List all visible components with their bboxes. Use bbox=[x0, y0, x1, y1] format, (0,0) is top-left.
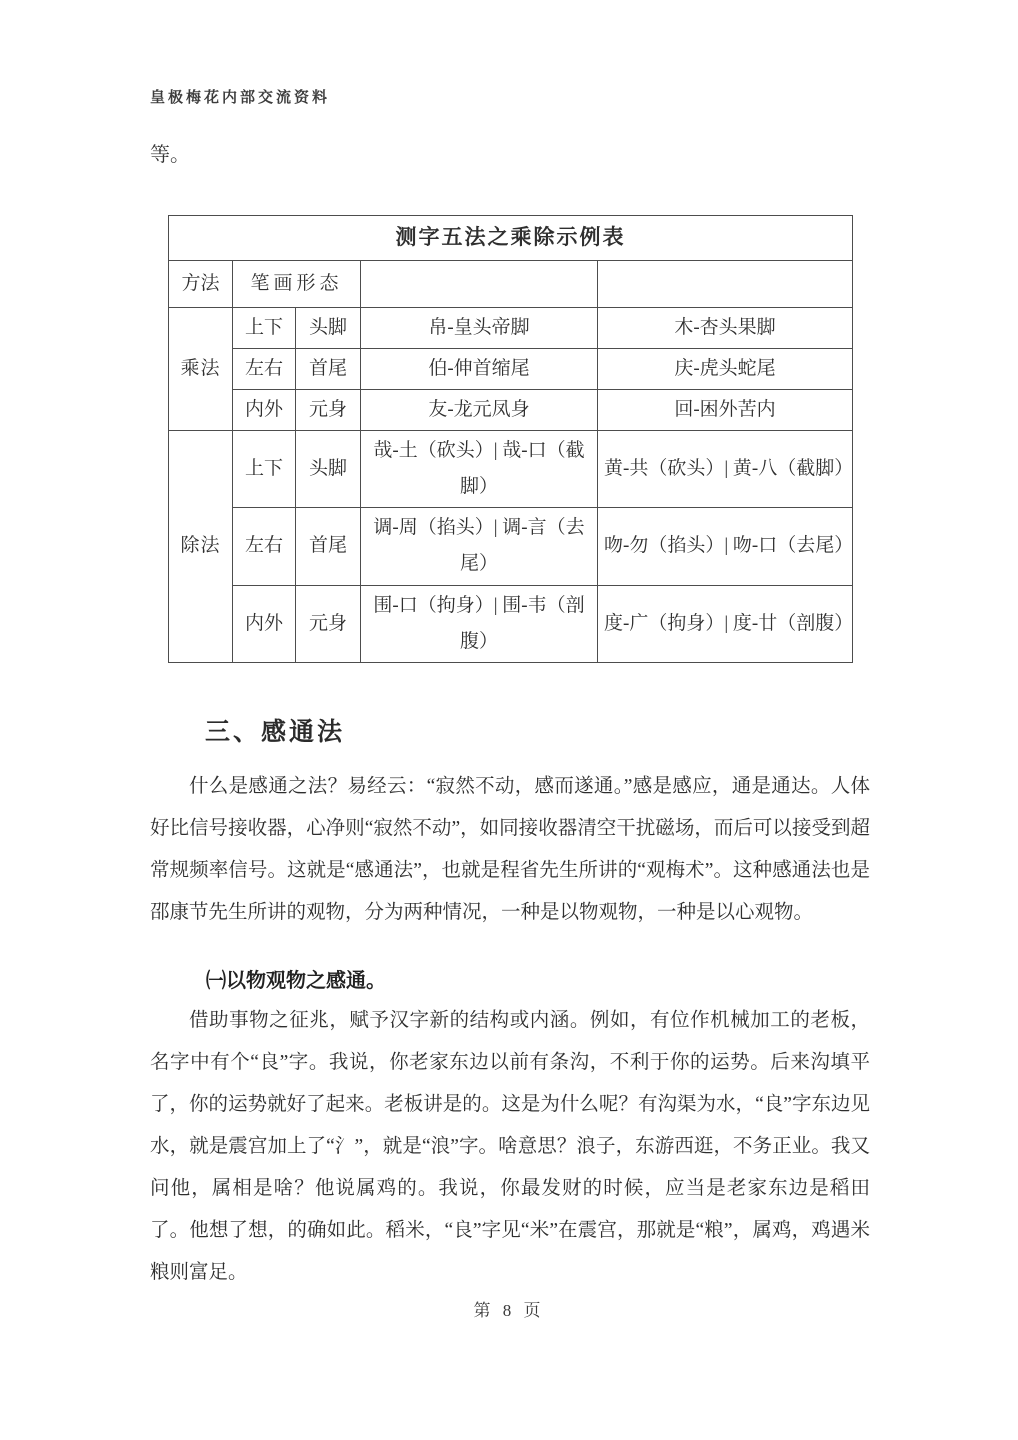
example-cell: 黄-共（砍头）| 黄-八（截脚） bbox=[598, 431, 853, 508]
form-cell: 头脚 bbox=[296, 307, 361, 348]
example-cell: 伯-伸首缩尾 bbox=[361, 348, 598, 389]
position-cell: 上下 bbox=[233, 307, 296, 348]
body-paragraph: 借助事物之征兆，赋予汉字新的结构或内涵。例如，有位作机械加工的老板，名字中有个“良”字。我说，你老家东边以前有条沟，不利于你的运势。后来沟填平了，你的运势就好了起来。老板讲是的。这是为什么呢？有沟渠为水，“良”字东边见水，就是震宫加上了“氵”，就是“浪”字。啥意思？浪子，东游西逛，不务正业。我又问他，属相是啥？他说属鸡的。我说，你最发财的时候，应当是老家东边是稻田了。他想了想，的确如此。稻米，“良”字见“米”在震宫，那就是“粮”，属鸡，鸡遇米粮则富足。 bbox=[150, 1010, 870, 1283]
stroke-form-header-cell: 笔画形态 bbox=[233, 260, 361, 307]
example-cell: 围-口（拘身）| 围-韦（剖腹） bbox=[361, 585, 598, 662]
empty-header-cell bbox=[361, 260, 598, 307]
table-row bbox=[169, 348, 853, 389]
table-row bbox=[169, 431, 853, 508]
example-table bbox=[168, 215, 853, 663]
sub-heading: ㈠以物观物之感通。 bbox=[206, 970, 386, 992]
example-cell: 调-周（掐头）| 调-言（去尾） bbox=[361, 508, 598, 585]
example-cell: 木-杏头果脚 bbox=[598, 307, 853, 348]
table-header-row bbox=[169, 260, 853, 307]
form-cell: 元身 bbox=[296, 390, 361, 431]
method-cell: 乘法 bbox=[169, 307, 233, 430]
example-cell: 度-广（拘身）| 度-廿（剖腹） bbox=[598, 585, 853, 662]
method-cell: 除法 bbox=[169, 431, 233, 663]
body-paragraph: 什么是感通之法？易经云：“寂然不动，感而遂通。”感是感应，通是通达。人体好比信号接收器，心净则“寂然不动”，如同接收器清空干扰磁场，而后可以接受到超常规频率信号。这就是“感通法”，也就是程省先生所讲的“观梅术”。这种感通法也是邵康节先生所讲的观物，分为两种情况，一种是以物观物，一种是以心观物。 bbox=[150, 776, 870, 923]
position-cell: 内外 bbox=[233, 585, 296, 662]
form-cell: 首尾 bbox=[296, 348, 361, 389]
example-cell: 友-龙元凤身 bbox=[361, 390, 598, 431]
table-row bbox=[169, 508, 853, 585]
table-title-row bbox=[169, 216, 853, 261]
page-number: 第 8 页 bbox=[473, 1301, 545, 1320]
position-cell: 左右 bbox=[233, 348, 296, 389]
page-header-note: 皇极梅花内部交流资料 bbox=[150, 90, 331, 106]
position-cell: 左右 bbox=[233, 508, 296, 585]
form-cell: 头脚 bbox=[296, 431, 361, 508]
table-title: 测字五法之乘除示例表 bbox=[169, 216, 853, 261]
table-row bbox=[169, 307, 853, 348]
intro-text: 等。 bbox=[150, 144, 190, 166]
method-header-cell: 方法 bbox=[169, 260, 233, 307]
example-cell: 帛-皇头帝脚 bbox=[361, 307, 598, 348]
form-cell: 首尾 bbox=[296, 508, 361, 585]
position-cell: 内外 bbox=[233, 390, 296, 431]
example-cell: 哉-土（砍头）| 哉-口（截脚） bbox=[361, 431, 598, 508]
table-row bbox=[169, 585, 853, 662]
empty-header-cell bbox=[598, 260, 853, 307]
example-cell: 回-困外苦内 bbox=[598, 390, 853, 431]
position-cell: 上下 bbox=[233, 431, 296, 508]
table-row bbox=[169, 390, 853, 431]
example-cell: 吻-勿（掐头）| 吻-口（去尾） bbox=[598, 508, 853, 585]
example-cell: 庆-虎头蛇尾 bbox=[598, 348, 853, 389]
section-heading: 三、感通法 bbox=[205, 718, 346, 746]
form-cell: 元身 bbox=[296, 585, 361, 662]
